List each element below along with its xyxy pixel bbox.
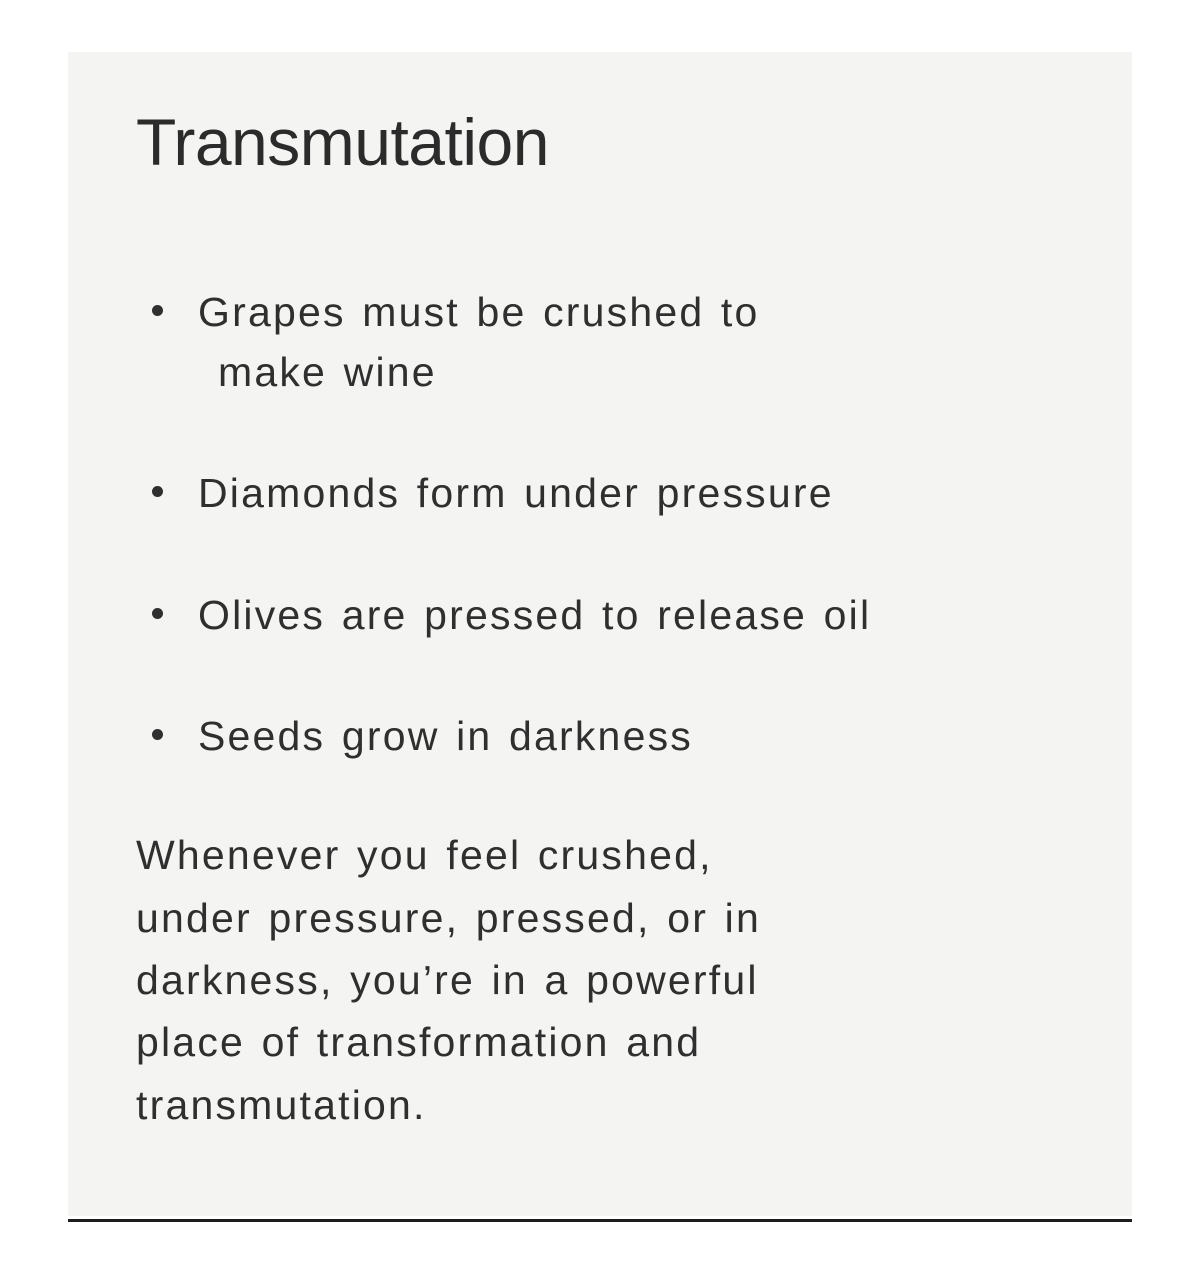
closing-paragraph (136, 824, 1016, 1136)
paragraph-line: under pressure, pressed, or in (136, 894, 761, 941)
paragraph-line: darkness, you’re in a powerful (136, 957, 759, 1004)
list-item-text: Grapes must be crushed to (198, 289, 760, 336)
paragraph-line: transmutation. (136, 1081, 427, 1128)
list-item-text: Seeds grow in darkness (198, 713, 693, 760)
paragraph-line: place of transformation and (136, 1019, 702, 1066)
bullet-dot-icon (152, 729, 163, 740)
list-item (136, 586, 1076, 645)
list-item-text: Olives are pressed to release oil (198, 591, 872, 638)
bullet-dot-icon (152, 305, 163, 316)
bullet-list (136, 283, 1076, 766)
bullet-dot-icon (152, 486, 163, 497)
quote-card-content (68, 52, 1132, 1216)
quote-card (68, 52, 1132, 1216)
list-item-text-continued: make wine (218, 348, 437, 395)
list-item-text: Diamonds form under pressure (198, 470, 834, 517)
paragraph-line: Whenever you feel crushed, (136, 832, 713, 879)
bullet-dot-icon (152, 608, 163, 619)
bottom-divider (68, 1219, 1132, 1222)
list-item (136, 464, 1076, 523)
page-title: Transmutation (136, 105, 549, 179)
list-item (136, 283, 1076, 402)
list-item (136, 707, 1076, 766)
